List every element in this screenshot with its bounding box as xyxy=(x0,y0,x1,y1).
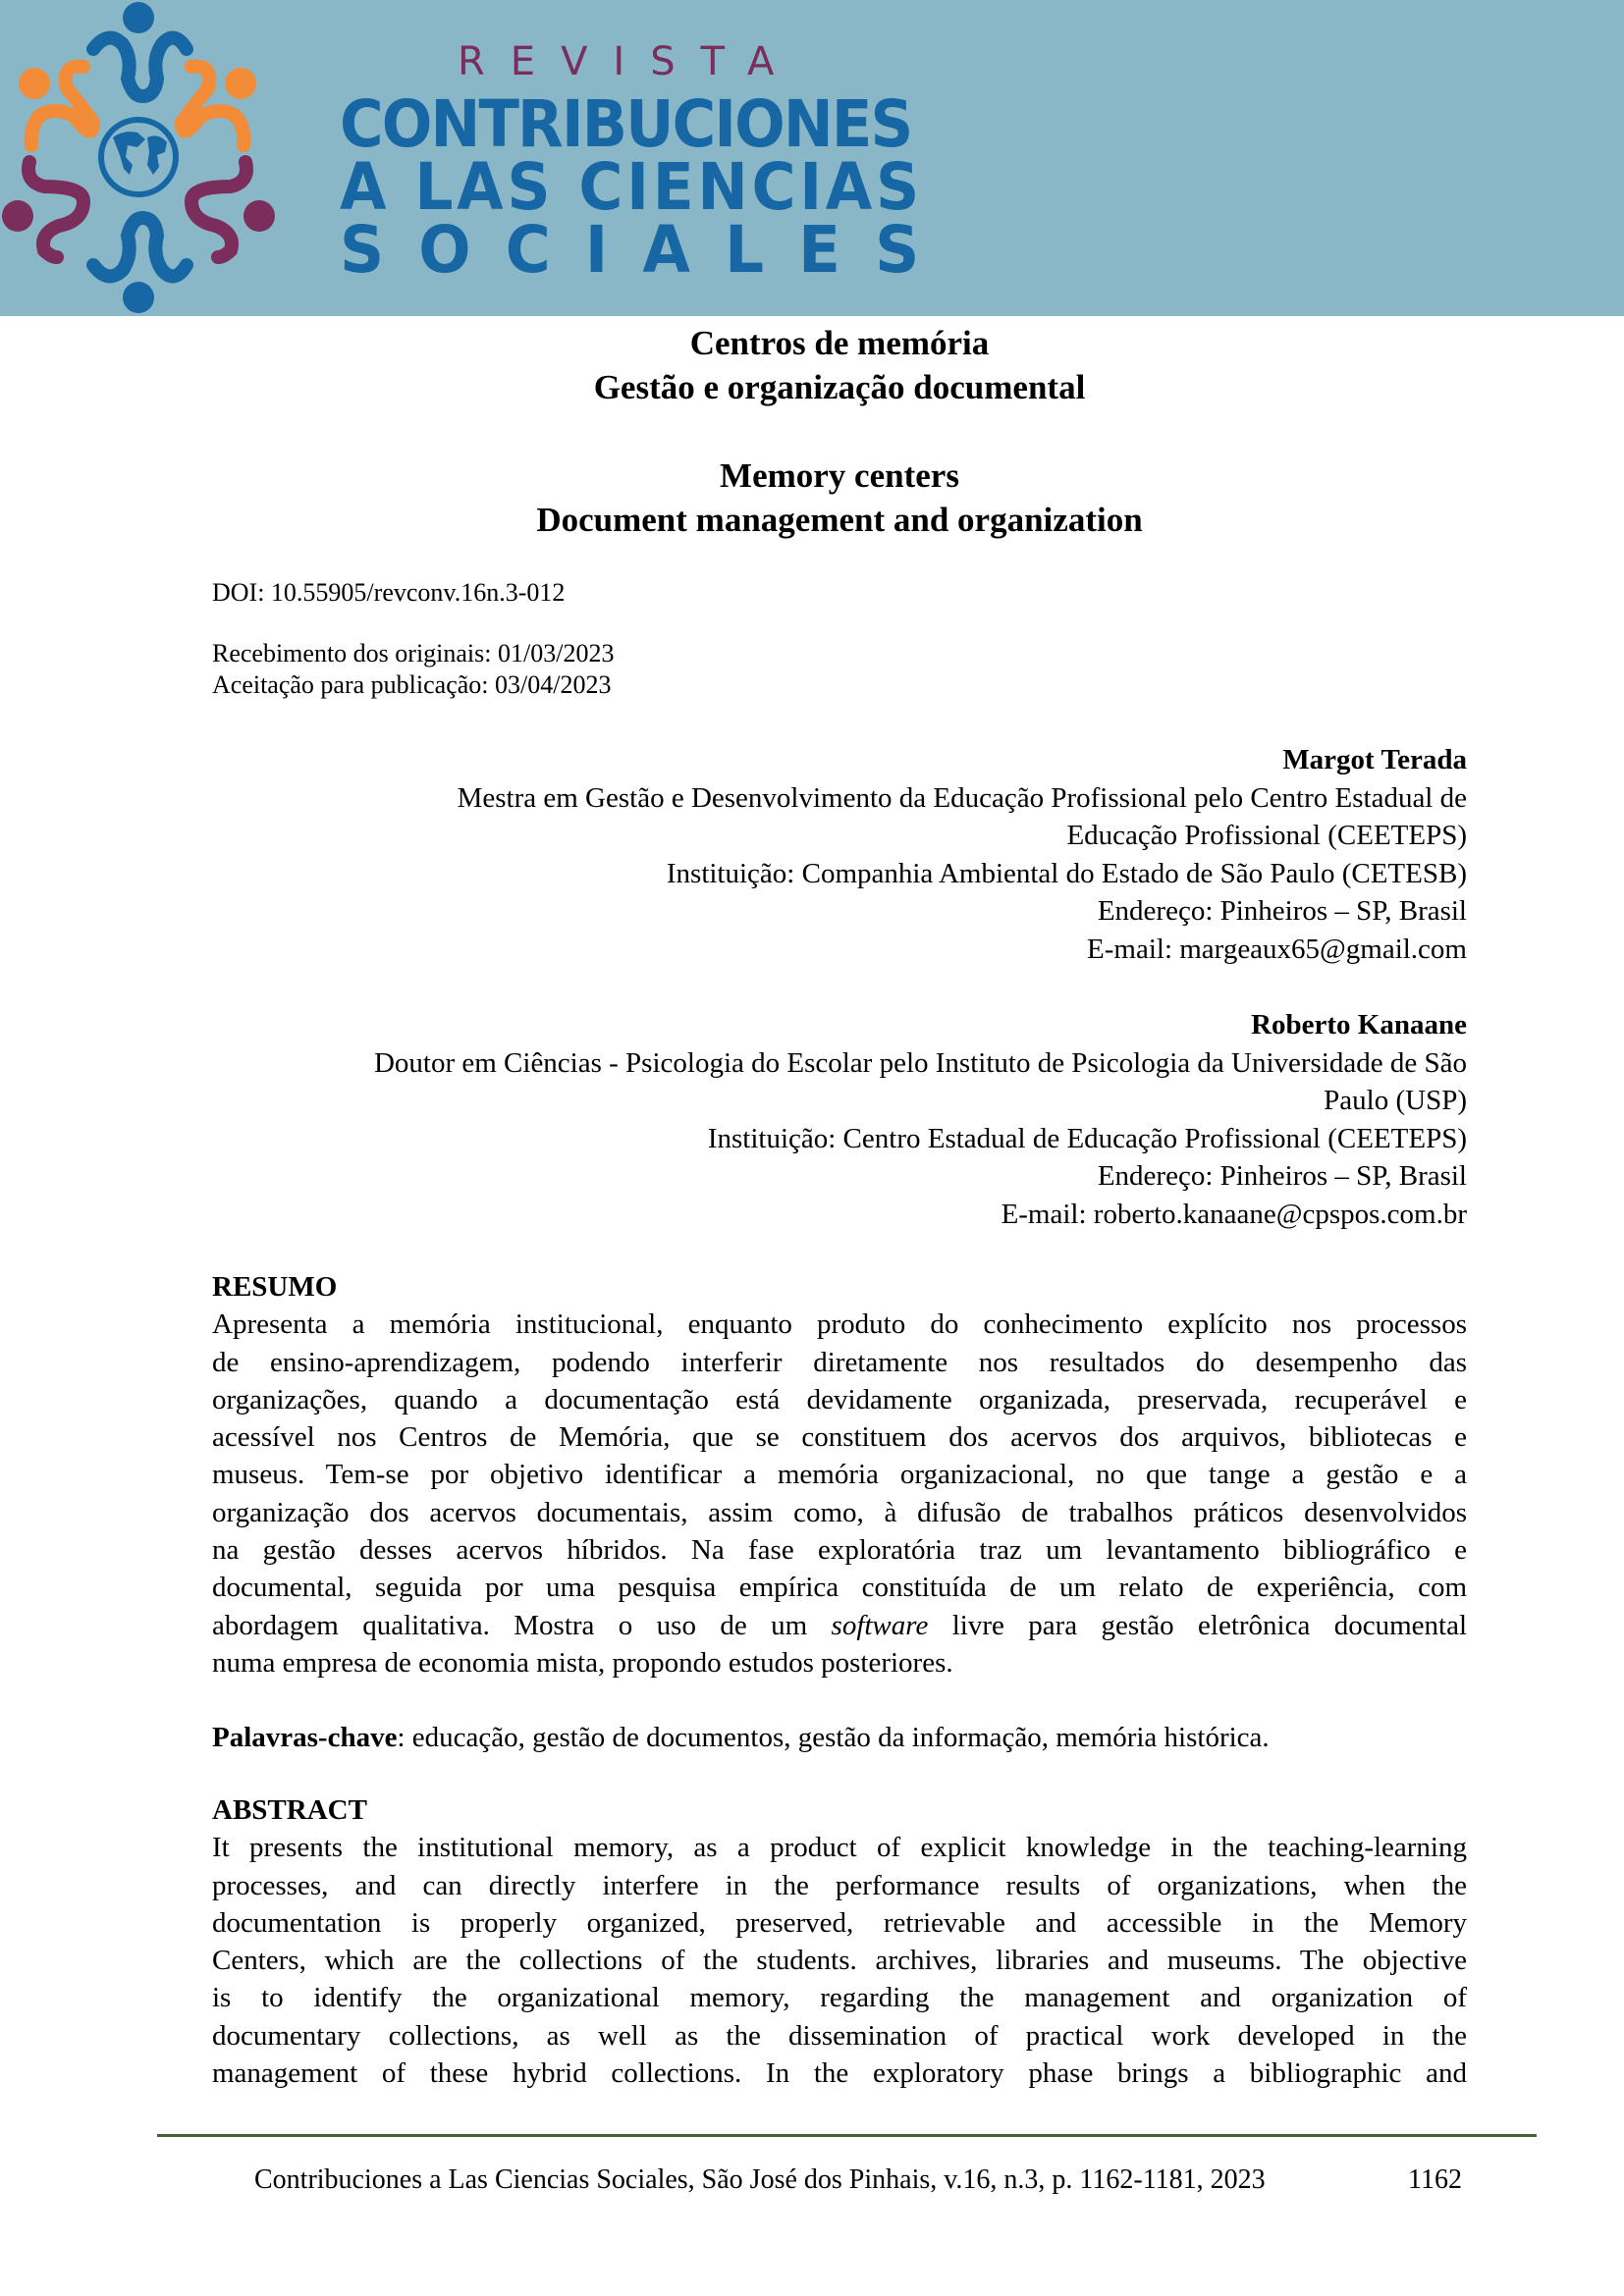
resumo-line xyxy=(212,1607,1467,1644)
resumo-line: documental, seguida por uma pesquisa empírica constituída de um relato de experiência, com xyxy=(212,1572,1467,1604)
resumo-section xyxy=(212,1268,1467,1682)
resumo-line: organização dos acervos documentais, assim como, à difusão de trabalhos práticos desenvolvidos xyxy=(212,1496,1467,1528)
author-line: Doutor em Ciências - Psicologia do Escolar pelo Instituto de Psicologia da Universidade de São xyxy=(373,1046,1467,1079)
abstract-line: documentary collections, as well as the dissemination of practical work developed in the xyxy=(212,2019,1467,2052)
title-english xyxy=(0,454,1624,542)
journal-banner xyxy=(0,0,1624,316)
title-portuguese xyxy=(0,321,1624,409)
resumo-line: de ensino-aprendizagem, podendo interferir diretamente nos resultados do desempenho das xyxy=(212,1346,1467,1378)
received-date: Recebimento dos originais: 01/03/2023 xyxy=(212,639,615,667)
author-name: Margot Terada xyxy=(1282,744,1467,775)
author-block xyxy=(212,1006,1467,1233)
title-en-line-1: Memory centers xyxy=(720,456,959,495)
author-address: Endereço: Pinheiros – SP, Brasil xyxy=(1097,1160,1467,1192)
resumo-line: Apresenta a memória institucional, enquanto produto do conhecimento explícito nos processos xyxy=(212,1308,1467,1341)
resumo-text: livre para gestão eletrônica documental xyxy=(928,1609,1467,1641)
page-number: 1162 xyxy=(1408,2164,1462,2195)
author-name: Roberto Kanaane xyxy=(1251,1009,1467,1041)
author-email: E-mail: roberto.kanaane@cpspos.com.br xyxy=(1001,1198,1467,1230)
keywords-text: : educação, gestão de documentos, gestão da informação, memória histórica. xyxy=(397,1722,1270,1753)
abstract-heading: ABSTRACT xyxy=(212,1794,367,1826)
resumo-line: organizações, quando a documentação está devidamente organizada, preservada, recuperável e xyxy=(212,1383,1467,1415)
abstract-section xyxy=(212,1791,1467,2092)
banner-brand-line-3: SOCIALES xyxy=(340,212,954,288)
title-pt-line-2: Gestão e organização documental xyxy=(593,368,1086,406)
resumo-heading: RESUMO xyxy=(212,1271,338,1303)
abstract-line: documentation is properly organized, preserved, retrievable and accessible in the Memory xyxy=(212,1906,1467,1939)
keywords xyxy=(212,1719,1467,1756)
title-en-line-2: Document management and organization xyxy=(536,501,1143,539)
resumo-line: numa empresa de economia mista, propondo estudos posteriores. xyxy=(212,1646,953,1679)
abstract-line: is to identify the organizational memory, regarding the management and organization of xyxy=(212,1982,1467,2014)
author-email: E-mail: margeaux65@gmail.com xyxy=(1087,933,1467,965)
banner-brand-line-1: CONTRIBUCIONES xyxy=(340,86,912,162)
author-block xyxy=(212,741,1467,968)
abstract-line: management of these hybrid collections. In the exploratory phase brings a bibliographic and xyxy=(212,2057,1467,2090)
resumo-body xyxy=(212,1306,1467,1682)
abstract-line: It presents the institutional memory, as a product of explicit knowledge in the teaching-learning xyxy=(212,1832,1467,1864)
submission-dates xyxy=(212,638,614,701)
author-line: Mestra em Gestão e Desenvolvimento da Educação Profissional pelo Centro Estadual de xyxy=(457,781,1467,814)
footer-citation: Contribuciones a Las Ciencias Sociales, São José dos Pinhais, v.16, n.3, p. 1162-1181, 2023 xyxy=(254,2164,1266,2195)
banner-revista-label: REVISTA xyxy=(458,39,800,84)
abstract-line: processes, and can directly interfere in the performance results of organizations, when the xyxy=(212,1869,1467,1901)
banner-brand-line-2: A LAS CIENCIAS xyxy=(340,149,923,225)
footer-divider xyxy=(157,2134,1537,2137)
doi: DOI: 10.55905/revconv.16n.3-012 xyxy=(212,578,566,607)
resumo-text: abordagem qualitativa. Mostra o uso de um xyxy=(212,1609,832,1641)
author-line: Educação Profissional (CEETEPS) xyxy=(1066,820,1467,851)
author-institution: Instituição: Companhia Ambiental do Estado de São Paulo (CETESB) xyxy=(666,857,1467,889)
accepted-date: Aceitação para publicação: 03/04/2023 xyxy=(212,670,612,699)
resumo-italic-term: software xyxy=(831,1609,929,1641)
journal-logo-icon xyxy=(0,0,285,316)
title-pt-line-1: Centros de memória xyxy=(689,324,990,362)
abstract-body xyxy=(212,1829,1467,2092)
author-address: Endereço: Pinheiros – SP, Brasil xyxy=(1097,895,1467,927)
resumo-line: acessível nos Centros de Memória, que se constituem dos acervos dos arquivos, bibliotecas e xyxy=(212,1421,1467,1454)
keywords-label: Palavras-chave xyxy=(212,1722,398,1753)
author-institution: Instituição: Centro Estadual de Educação Profissional (CEETEPS) xyxy=(707,1122,1467,1154)
resumo-line: na gestão desses acervos híbridos. Na fase exploratória traz um levantamento bibliográfico e xyxy=(212,1534,1467,1567)
author-line: Paulo (USP) xyxy=(1324,1085,1467,1116)
abstract-line: Centers, which are the collections of the students. archives, libraries and museums. The objective xyxy=(212,1945,1467,1977)
resumo-line: museus. Tem-se por objetivo identificar a memória organizacional, no que tange a gestão e a xyxy=(212,1459,1467,1491)
